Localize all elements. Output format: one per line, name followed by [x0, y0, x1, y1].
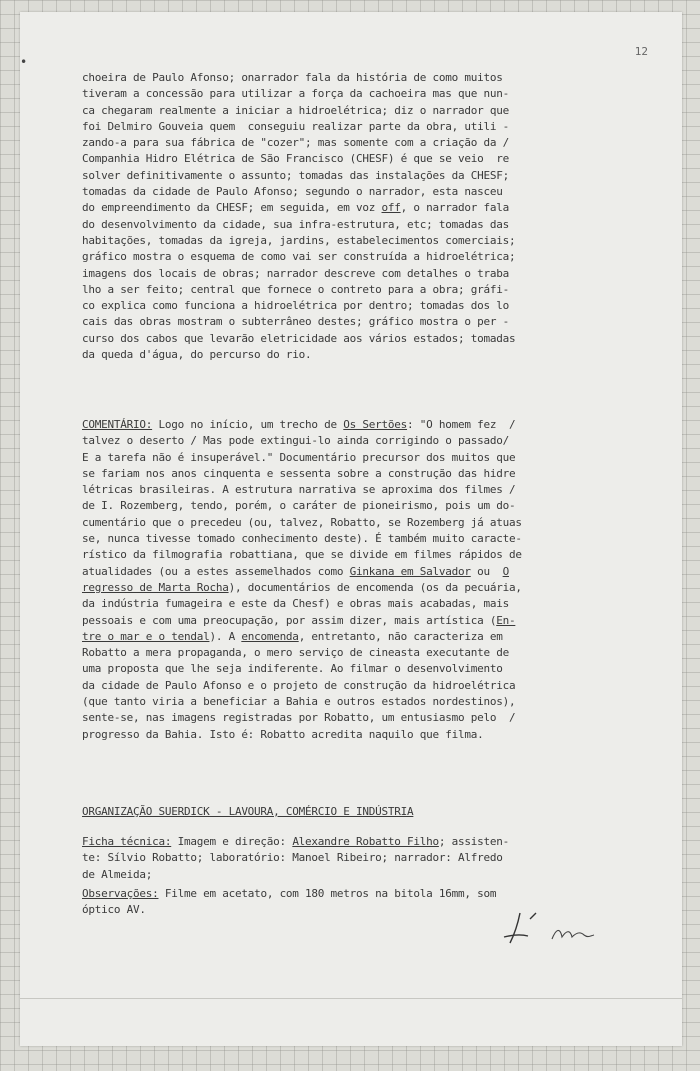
page-fold-line — [20, 998, 682, 999]
film-title: O — [502, 564, 509, 578]
film-title: regresso de Marta Rocha — [82, 580, 229, 594]
encomenda-word: encomenda — [241, 629, 299, 643]
narrative-line: foi Delmiro Gouveia quem conseguiu realizar parte da obra, utili - — [82, 119, 509, 133]
off-word: off — [381, 201, 401, 215]
comment-text: : "O homem fez / talvez o deserto / Mas pode extingui-lo ainda corrigindo o passado/ E a tarefa não é insuperável." Documentário precursor dos muitos que se fariam nos anos cinquenta e sessenta sobre a construção das hidre létricas brasileiras. A estrutura narrativa se aproxima dos filmes / de I. Rozemberg, tendo, porém, o caráter de pioneirismo, pois um do- cumentário que o precedeu (ou, talvez, Robatto, se Rozemberg já atuas se, nunca tivesse tomado conhecimento deste). É também muito caracte- rístico da filmografia robattiana, que se divide em filmes rápidos de atualidades (ou a estes assemelhados como — [82, 418, 522, 578]
comment-text: ). A — [209, 629, 242, 643]
page-number: 12 — [634, 45, 648, 58]
film-title: tre o mar e o tendal — [82, 629, 210, 643]
narrative-line: tomadas da cidade de Paulo Afonso; segundo o narrador, esta nasceu — [82, 185, 503, 199]
narrative-line: Companhia Hidro Elétrica de São Francisco (CHESF) é que se veio re — [82, 152, 509, 166]
credits-text: ; assisten- te: Sílvio Robatto; laboratório: Manoel Ribeiro; narrador: Alfredo de Almeida; — [82, 835, 509, 881]
comment-text: ou — [470, 564, 503, 578]
section-title — [82, 804, 622, 820]
film-title: En- — [496, 613, 516, 627]
narrative-line: habitações, tomadas da igreja, jardins, estabelecimentos comerciais; — [82, 233, 516, 247]
narrative-line: lho a ser feito; central que fornece o contreto para a obra; gráfi- — [82, 282, 509, 296]
narrative-line: zando-a para sua fábrica de "cozer"; mas somente com a criação da / — [82, 136, 509, 150]
narrative-line: gráfico mostra o esquema de como vai ser construída a hidroelétrica; — [82, 250, 516, 264]
narrative-line: ca chegaram realmente a iniciar a hidroelétrica; diz o narrador que — [82, 103, 509, 117]
narrative-line: do desenvolvimento da cidade, sua infra-estrutura, etc; tomadas das — [82, 217, 509, 231]
observations-text: Filme em acetato, com 180 metros na bitola 16mm, som óptico AV. — [82, 887, 497, 917]
narrative-line: imagens dos locais de obras; narrador descreve com detalhes o traba — [82, 266, 509, 280]
narrative-line: solver definitivamente o assunto; tomadas das instalações da CHESF; — [82, 168, 509, 182]
credits-text: Imagem e direção: — [171, 835, 293, 848]
narrative-line: curso dos cabos que levarão eletricidade aos vários estados; tomadas — [82, 331, 516, 345]
film-title: Ginkana em Salvador — [349, 564, 471, 578]
narrative-line: da queda d'água, do percurso do rio. — [82, 348, 312, 362]
handwritten-signature — [490, 905, 600, 950]
credits-label: Ficha técnica: — [82, 835, 172, 848]
book-title: Os Sertões — [343, 418, 408, 431]
comment-text: ), documentários de encomenda (os da pecuária, da indústria fumageira e este da Chesf) e obras mais acabadas, mais pessoais e com uma preocupação, por assim dizer, mais artística ( — [82, 580, 522, 627]
narrative-line: tiveram a concessão para utilizar a força da cachoeira mas que nun- — [82, 87, 509, 101]
narrative-paragraph — [82, 70, 622, 363]
observations-label: Observações: — [82, 887, 159, 900]
narrative-line: cais das obras mostram o subterrâneo destes; gráfico mostra o per - — [82, 315, 509, 329]
section-title-text: ORGANIZAÇÃO SUERDICK - LAVOURA, COMÉRCIO E INDÚSTRIA — [82, 805, 414, 818]
narrative-line: choeira de Paulo Afonso; onarrador fala da história de como muitos — [82, 71, 503, 84]
margin-tick-mark: • — [20, 55, 28, 69]
director-name: Alexandre Robatto Filho — [292, 835, 439, 848]
comment-paragraph — [82, 417, 622, 743]
comment-label: COMENTÁRIO: — [82, 418, 153, 431]
credits-paragraph — [82, 834, 622, 883]
narrative-line: , o narrador fala — [400, 201, 509, 215]
comment-text: , entretanto, não caracteriza em Robatto a mera propaganda, o mero serviço de cineasta executante de uma proposta que lhe seja indiferente. Ao filmar o desenvolvimento da cidade de Paulo Afonso e o projeto de construção da hidroelétrica (que tanto viria a beneficiar a Bahia e outros estados nordestinos), sente-se, nas imagens registradas por Robatto, um entusiasmo pelo / progresso da Bahia. Isto é: Robatto acredita naquilo que filma. — [82, 629, 516, 741]
narrative-line: do empreendimento da CHESF; em seguida, em voz — [82, 201, 382, 215]
narrative-line: co explica como funciona a hidroelétrica por dentro; tomadas dos lo — [82, 299, 509, 313]
comment-text: Logo no início, um trecho de — [152, 418, 344, 431]
